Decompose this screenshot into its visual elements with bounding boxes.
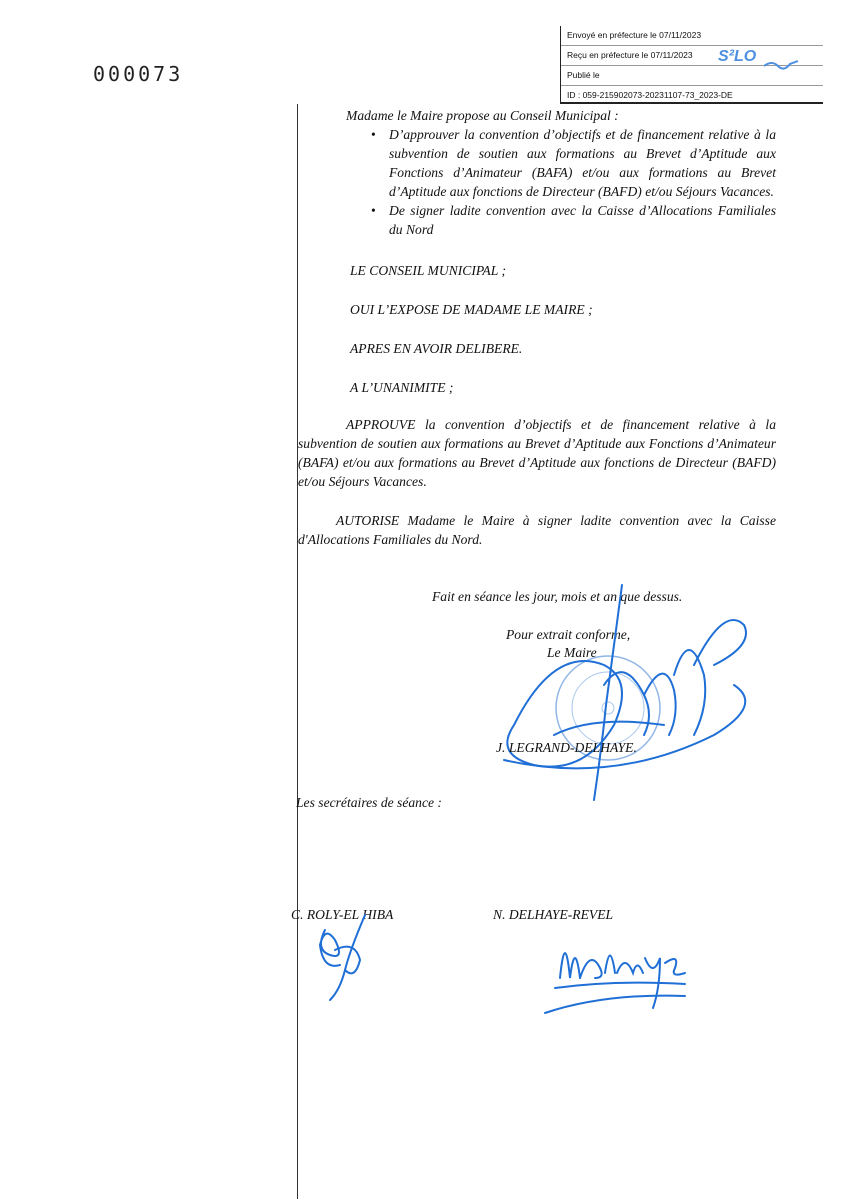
stamp-received: Reçu en préfecture le 07/11/2023 <box>561 45 823 65</box>
proposal-item: • De signer ladite convention avec la Caisse d’Allocations Familiales du Nord <box>389 201 776 239</box>
extract-conform: Pour extrait conforme, <box>506 627 631 642</box>
slo-check-icon <box>762 58 802 72</box>
secretaries-label: Les secrétaires de séance : <box>296 795 442 810</box>
approves-paragraph: APPROUVE la convention d’objectifs et de financement relative à la subvention de soutien aux formations au Brevet d’Aptitude aux Fonctions d’Animateur (BAFA) et/ou aux formations au Brevet d’Aptitude aux fonctions de Directeur (BAFD) et/ou Séjours Vacances. <box>298 417 776 489</box>
authorizes-paragraph: AUTORISE Madame le Maire à signer ladite convention avec la Caisse d'Allocations Familiales du Nord. <box>298 513 776 547</box>
deliberated-heading: APRES EN AVOIR DELIBERE. <box>350 341 523 356</box>
secretary-2-name: N. DELHAYE-REVEL <box>493 907 614 922</box>
page-number: 000073 <box>93 62 184 86</box>
secretary-1-signature <box>305 910 375 1010</box>
stamp-sent: Envoyé en préfecture le 07/11/2023 <box>567 30 702 40</box>
stamp-id: ID : 059-215902073-20231107-73_2023-DE <box>561 85 823 105</box>
secretary-2-signature <box>545 918 695 1018</box>
secretary-1-name: C. ROLY-EL HIBA <box>291 907 394 922</box>
done-statement: Fait en séance les jour, mois et an que dessus. <box>432 589 683 604</box>
mayor-name: J. LEGRAND-DELHAYE. <box>496 740 637 755</box>
intro-text: Madame le Maire propose au Conseil Municipal : <box>346 108 619 123</box>
unanimity-heading: A L’UNANIMITE ; <box>350 380 454 395</box>
proposal-list <box>298 125 776 239</box>
council-heading: LE CONSEIL MUNICIPAL ; <box>350 263 506 278</box>
slo-logo: S²LO <box>718 48 757 65</box>
mayor-signature <box>494 585 774 815</box>
stamp-published: Publié le <box>561 65 823 85</box>
heard-heading: OUI L’EXPOSE DE MADAME LE MAIRE ; <box>350 302 593 317</box>
deliberation-body <box>298 106 776 549</box>
mayor-title: Le Maire <box>547 645 597 660</box>
proposal-item: • D’approuver la convention d’objectifs et de financement relative à la subvention de soutien aux formations au Brevet d’Aptitude aux Fonctions d’Animateur (BAFA) et/ou aux formations au Brevet d’Aptitude aux fonctions de Directeur (BAFD) et/ou Séjours Vacances. <box>389 125 776 201</box>
